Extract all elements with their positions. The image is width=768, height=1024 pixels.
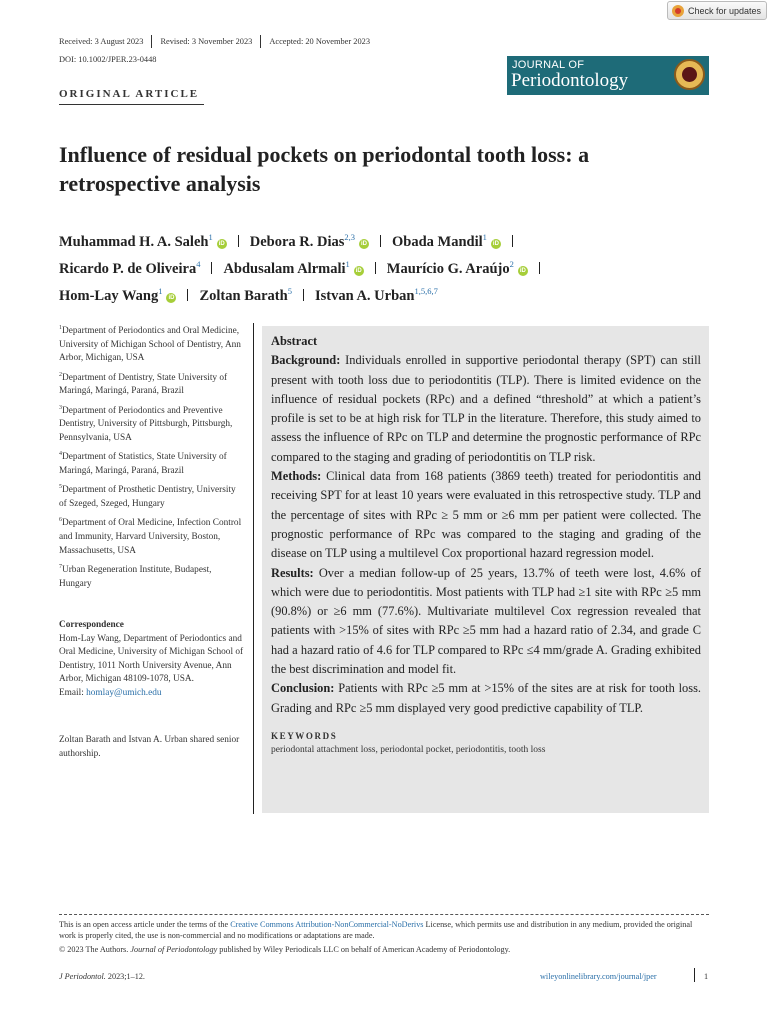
author-name: Hom-Lay Wang: [59, 288, 159, 305]
author-affiliation-sup: 4: [196, 259, 201, 270]
license-note: [59, 919, 711, 941]
correspondence-heading: Correspondence: [59, 620, 124, 630]
author[interactable]: [387, 261, 528, 277]
affiliation-text: Urban Regeneration Institute, Budapest, Hungary: [59, 565, 212, 589]
doi: DOI: 10.1002/JPER.23-0448: [59, 55, 157, 64]
copyright-note: [59, 944, 711, 955]
email-label: Email:: [59, 687, 84, 698]
section-label: Conclusion:: [271, 681, 335, 696]
affiliation-number: 5: [59, 484, 62, 491]
check-for-updates-label: Check for updates: [688, 5, 762, 16]
keywords: periodontal attachment loss, periodontal pocket, periodontitis, tooth loss: [271, 744, 546, 755]
section-text: Clinical data from 168 patients (3869 teeth) treated for periodontitis and receiving SPT for at least 10 years were evaluated in this retrospective study. TLP and the percentage of sites with RPc ≥ 5 mm or ≥6 mm per patient were collected. The prognostic performance of RPc was compared to the staging and grading of the disease on TLP using a multilevel Cox proportional hazard regression model.: [271, 469, 701, 561]
author-name: Zoltan Barath: [199, 288, 288, 305]
author-affiliation-sup: 5: [287, 286, 292, 297]
orcid-icon[interactable]: iD: [355, 268, 362, 275]
received-date: Received: 3 August 2023: [59, 37, 144, 46]
affiliation-text: Department of Dentistry, State University of Maringá, Maringá, Paraná, Brazil: [59, 372, 228, 397]
crossmark-icon: [672, 5, 684, 17]
abstract-heading: Abstract: [271, 334, 318, 348]
affiliation: [59, 322, 245, 366]
affiliation-text: Department of Periodontics and Preventive Dentistry, University of Pittsburgh, Pittsburgh, Pennsylvania, USA: [59, 405, 233, 443]
article-type: ORIGINAL ARTICLE: [59, 88, 200, 100]
author-affiliation-sup: 1: [208, 232, 213, 242]
journal-logo-line1: JOURNAL OF: [512, 59, 585, 71]
correspondence: [59, 619, 249, 700]
shared-authorship-note: Zoltan Barath and Istvan A. Urban shared senior authorship.: [59, 735, 240, 759]
affiliation-number: 7: [59, 564, 62, 571]
affiliation: [59, 514, 245, 558]
affiliation-number: 4: [59, 451, 62, 458]
orcid-icon[interactable]: iD: [168, 295, 175, 302]
orcid-icon[interactable]: iD: [519, 268, 526, 275]
journal-site-link[interactable]: wileyonlinelibrary.com/journal/jper: [540, 972, 657, 981]
author-divider: [303, 289, 304, 301]
affiliation-number: 2: [59, 371, 62, 378]
abstract-results: [271, 564, 701, 680]
orcid-icon[interactable]: iD: [361, 240, 367, 247]
author-list: [59, 226, 719, 308]
accepted-date: Accepted: 20 November 2023: [269, 37, 371, 46]
author[interactable]: [250, 234, 369, 250]
author[interactable]: [199, 288, 291, 304]
article-type-underline: [59, 104, 204, 105]
abstract-background: [271, 351, 701, 467]
affiliation-text: Department of Statistics, State University of Maringá, Maringá, Paraná, Brazil: [59, 452, 227, 476]
abstract-conclusion: [271, 679, 701, 718]
author-divider: [187, 289, 188, 301]
affiliation: [59, 481, 245, 511]
section-label: Results:: [271, 565, 314, 580]
keywords-heading: KEYWORDS: [271, 730, 338, 741]
section-text: Patients with RPc ≥5 mm at >15% of the sites are at risk for tooth loss. Grading and RPc ≥5 mm displayed very good predictive capability of TLP.: [271, 681, 701, 715]
article-dates: [59, 35, 370, 48]
author-divider: [238, 235, 239, 247]
affiliation-text: Department of Prosthetic Dentistry, University of Szeged, Szeged, Hungary: [59, 485, 236, 509]
copyright-text: published by Wiley Periodicals LLC on behalf of American Academy of Periodontology.: [217, 945, 511, 954]
affiliation: [59, 448, 245, 478]
revised-date: Revised: 3 November 2023: [160, 37, 253, 46]
journal-abbrev: J Periodontol.: [59, 972, 106, 981]
author-divider: [375, 262, 376, 274]
affiliation-text: Department of Oral Medicine, Infection Control and Immunity, Harvard University, Boston, Massachusetts, USA: [59, 518, 242, 556]
footer-rule: [59, 914, 709, 915]
author-affiliation-sup: 1: [158, 286, 163, 297]
author-affiliation-sup: 2,3: [344, 232, 355, 242]
author-name: Obada Mandil: [392, 233, 483, 250]
author-divider: [539, 262, 540, 274]
author-divider: [512, 235, 513, 247]
affiliations: [59, 322, 245, 594]
check-for-updates-button[interactable]: [667, 1, 767, 20]
affiliation-number: 1: [59, 325, 62, 331]
author[interactable]: [59, 261, 200, 277]
affiliation: [59, 369, 245, 399]
author-affiliation-sup: 1: [482, 232, 487, 242]
affiliation-text: Department of Periodontics and Oral Medicine, University of Michigan School of Dentistry, Ann Arbor, Michigan, USA: [59, 326, 241, 364]
author-divider: [380, 235, 381, 247]
author-affiliation-sup: 2: [509, 259, 514, 270]
author[interactable]: [59, 288, 176, 304]
author-divider: [211, 262, 212, 274]
journal-citation: [59, 972, 145, 981]
affiliation-number: 6: [59, 517, 62, 524]
affiliation: [59, 402, 245, 446]
license-text: This is an open access article under the terms of the: [59, 920, 231, 929]
author[interactable]: [392, 234, 501, 250]
email-link[interactable]: homlay@umich.edu: [86, 687, 162, 698]
journal-logo[interactable]: [507, 56, 709, 95]
author-name: Abdusalam Alrmali: [223, 261, 346, 278]
author-name: Muhammad H. A. Saleh: [59, 233, 209, 250]
section-label: Methods:: [271, 469, 322, 484]
page-number-divider: [694, 968, 695, 982]
author-affiliation-sup: 1,5,6,7: [414, 286, 438, 297]
author-name: Istvan A. Urban: [314, 288, 415, 305]
column-divider: [253, 323, 254, 814]
aap-seal-icon: [674, 59, 705, 90]
journal-logo-line2: Periodontology: [511, 70, 629, 91]
abstract-box: [262, 326, 709, 813]
page-number: 1: [704, 972, 709, 981]
author[interactable]: [315, 288, 438, 304]
section-text: Individuals enrolled in supportive periodontal therapy (SPT) can still present with tooth loss due to periodontitis (TLP). There is limited evidence on the influence of residual pockets (RPc) and a defined “threshold” at which a patient’s profile is set to be at high risk for TLP in the literature. Therefore, this study aimed to assess the influence of RPc on TLP and determine the prognostic performance of RPc compared to the staging and grading of periodontitis on TLP risk.: [271, 353, 701, 464]
author[interactable]: [223, 261, 363, 277]
section-label: Background:: [271, 353, 341, 368]
affiliation-number: 3: [59, 404, 62, 411]
affiliation: [59, 561, 245, 591]
article-title: Influence of residual pockets on periodontal tooth loss: a retrospective analysis: [59, 142, 590, 196]
author-name: Maurício G. Araújo: [386, 261, 510, 278]
correspondence-text: Hom-Lay Wang, Department of Periodontics and Oral Medicine, University of Michigan School of Dentistry, 1011 North University Avenue, Ann Arbor, Michigan 48109-1078, USA.: [59, 633, 244, 684]
author-name: Ricardo P. de Oliveira: [59, 261, 197, 278]
author[interactable]: [59, 234, 227, 250]
orcid-icon[interactable]: iD: [218, 240, 225, 247]
section-text: Over a median follow-up of 25 years, 13.7% of teeth were lost, 4.6% of which were due to periodontitis. Most patients with TLP had ≥1 site with RPc ≥5 mm (90.8%) or ≥6 mm (77.6%). Multivariate multilevel Cox regression revealed that patients with >15% of sites with RPc ≥5 mm had a hazard ratio of 2.34, and grade C had a hazard ratio of 4.6 for TLP compared to RPc ≤4 mm/grade A. Grading exhibited the best discrimination and model fit.: [271, 565, 701, 677]
orcid-icon[interactable]: iD: [492, 240, 499, 247]
author-affiliation-sup: 1: [345, 259, 350, 270]
copyright-journal: Journal of Periodontology: [130, 945, 218, 954]
citation-range: 2023;1–12.: [105, 972, 145, 981]
date-divider: [260, 35, 261, 48]
author-name: Debora R. Dias: [249, 233, 345, 250]
date-divider: [151, 35, 152, 48]
abstract-methods: [271, 467, 701, 563]
license-link[interactable]: Creative Commons Attribution-NonCommercial-NoDerivs: [230, 920, 424, 929]
copyright-text: © 2023 The Authors.: [59, 945, 131, 954]
license-text: License, which permits use and distribution in any medium, provided the original work is properly cited, the use is non-commercial and no modifications or adaptations are made.: [59, 920, 693, 940]
